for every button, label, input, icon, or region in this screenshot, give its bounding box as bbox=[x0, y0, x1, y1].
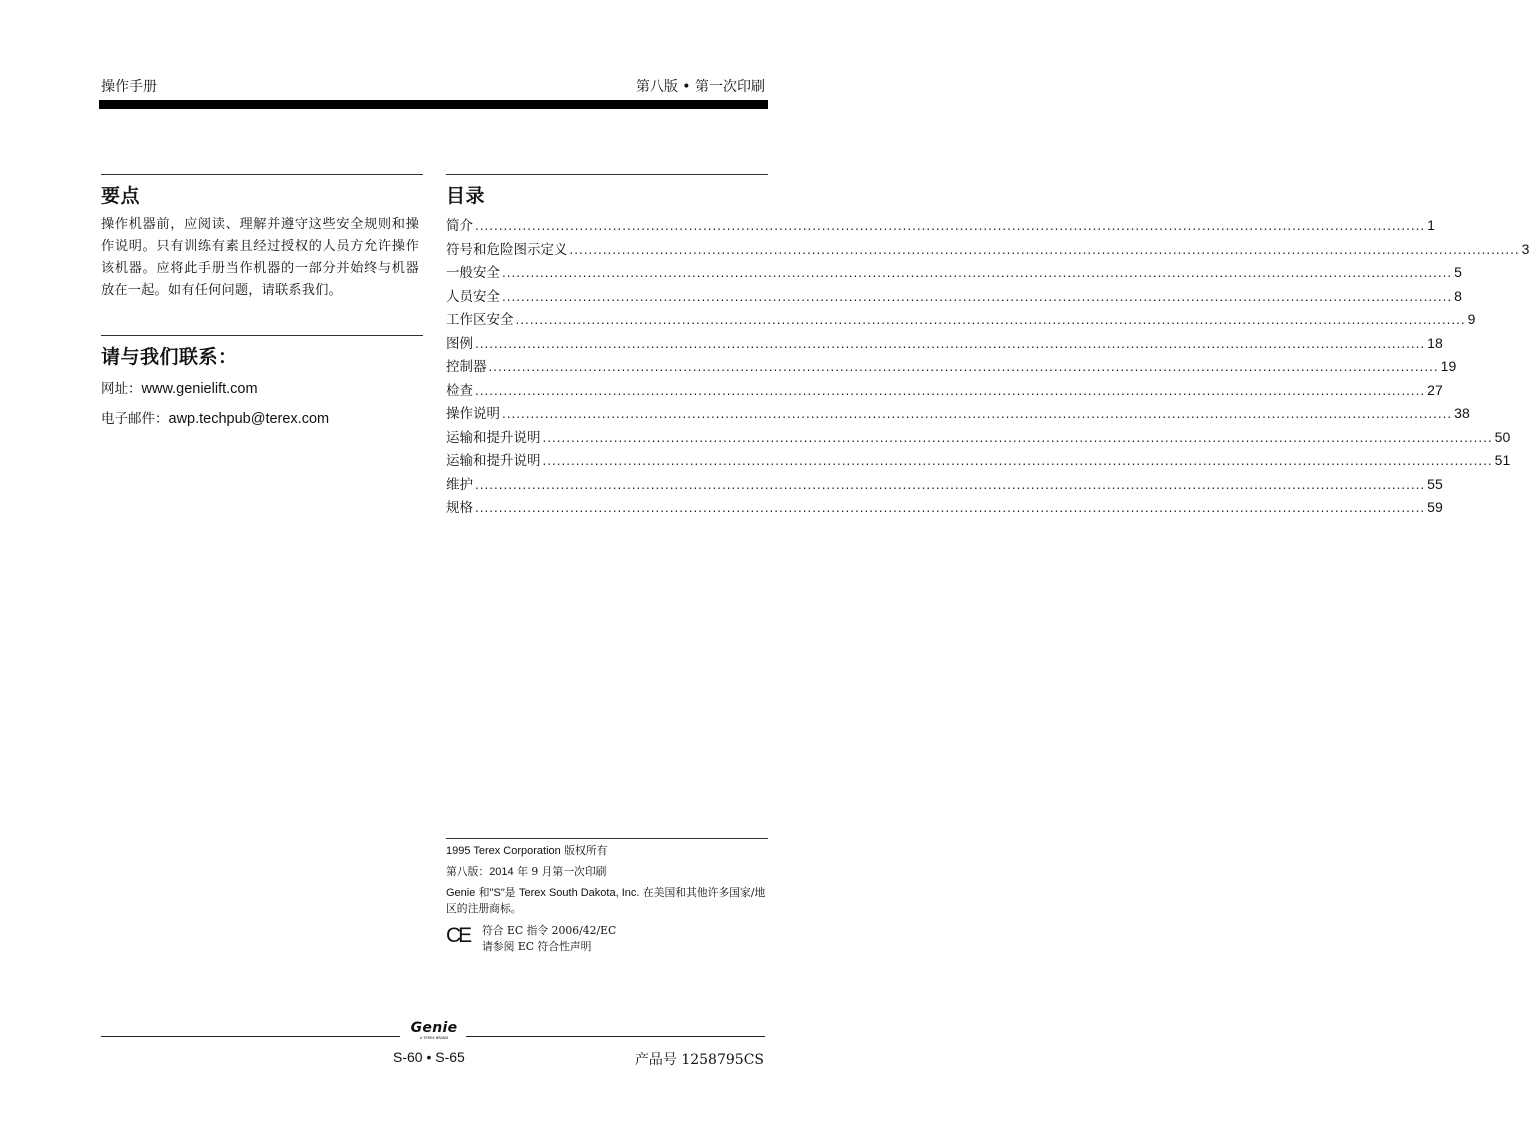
toc-leader-dots: ........................................................................................................................................................................................................ bbox=[502, 406, 1453, 421]
toc-entry-page: 5 bbox=[1454, 264, 1462, 280]
toc-leader-dots: ........................................................................................................................................................................................................ bbox=[502, 265, 1453, 280]
toc-leader-dots: ........................................................................................................................................................................................................ bbox=[569, 241, 1520, 257]
toc-entry-label: 人员安全 bbox=[446, 288, 500, 305]
toc-entry-label: 运输和提升说明 bbox=[446, 429, 541, 446]
toc-entry[interactable] bbox=[446, 402, 1470, 426]
trademark-and: 和 bbox=[475, 886, 490, 899]
toc-entry-label: 运输和提升说明 bbox=[446, 453, 541, 469]
edition-text: 第八版： bbox=[446, 865, 490, 878]
toc-leader-dots: ........................................................................................................................................................................................................ bbox=[488, 359, 1439, 374]
toc-entry[interactable] bbox=[446, 473, 1443, 497]
toc-entry-page: 59 bbox=[1427, 499, 1443, 515]
toc-entry[interactable] bbox=[446, 449, 1511, 473]
toc-entry-label: 一般安全 bbox=[446, 265, 500, 281]
email-line bbox=[101, 407, 329, 427]
toc-entry-page: 8 bbox=[1454, 287, 1462, 304]
toc-entry[interactable] bbox=[446, 355, 1457, 379]
section-divider bbox=[101, 174, 423, 175]
manual-title: 操作手册 bbox=[101, 79, 157, 95]
toc-leader-dots: ........................................................................................................................................................................................................ bbox=[475, 382, 1426, 398]
toc-entry-label: 检查 bbox=[446, 382, 473, 399]
ce-directive: 符合 EC 指令 2006/42/EC bbox=[482, 924, 617, 937]
genie-logo-tagline: A TEREX BRAND bbox=[419, 1036, 449, 1040]
section-divider bbox=[101, 335, 423, 336]
toc-leader-dots: ........................................................................................................................................................................................................ bbox=[475, 476, 1426, 492]
toc-entry-page: 50 bbox=[1494, 428, 1511, 445]
key-points-heading: 要点 bbox=[101, 185, 141, 207]
footer-rule bbox=[101, 1036, 400, 1037]
toc-leader-dots: ........................................................................................................................................................................................................ bbox=[475, 335, 1426, 351]
ce-compliance bbox=[446, 923, 768, 955]
toc-entry[interactable] bbox=[446, 426, 1511, 450]
trademark-text: 在美国和其他许多国家/地区的注册商标。 bbox=[446, 886, 766, 915]
toc-leader-dots: ........................................................................................................................................................................................................ bbox=[515, 312, 1466, 327]
trademark-s: "S" bbox=[489, 887, 505, 899]
toc-entry[interactable] bbox=[446, 308, 1476, 332]
toc-entry-label: 规格 bbox=[446, 500, 473, 516]
trademark-owner: Terex South Dakota, Inc. bbox=[518, 887, 640, 899]
email-label: 电子邮件： bbox=[101, 411, 169, 427]
copyright-year-owner: 1995 Terex Corporation bbox=[446, 845, 561, 857]
trademark-line bbox=[446, 885, 768, 917]
toc-entry-label: 维护 bbox=[446, 476, 473, 493]
copyright-line bbox=[446, 843, 768, 859]
toc-entry[interactable] bbox=[446, 285, 1462, 309]
toc-heading: 目录 bbox=[446, 185, 486, 207]
printing-line bbox=[446, 864, 768, 880]
copyright-text: 版权所有 bbox=[560, 844, 608, 857]
toc-entry-label: 操作说明 bbox=[446, 406, 500, 422]
toc-entry-page: 18 bbox=[1427, 334, 1443, 351]
toc-entry-label: 图例 bbox=[446, 335, 473, 352]
toc-leader-dots: ........................................................................................................................................................................................................ bbox=[475, 500, 1426, 515]
trademark-genie: Genie bbox=[446, 887, 476, 899]
toc-entry-label: 符号和危险图示定义 bbox=[446, 241, 568, 258]
toc-entry[interactable] bbox=[446, 379, 1443, 403]
toc-entry-page: 51 bbox=[1494, 452, 1511, 468]
trademark-is: 是 bbox=[504, 886, 519, 899]
website-line bbox=[101, 377, 258, 397]
toc-entry-label: 工作区安全 bbox=[446, 312, 514, 328]
toc-entry-page: 55 bbox=[1427, 475, 1443, 492]
footer-rule bbox=[466, 1036, 765, 1037]
header-bar bbox=[99, 100, 768, 109]
toc-leader-dots: ........................................................................................................................................................................................................ bbox=[542, 453, 1493, 468]
toc-entry-page: 19 bbox=[1440, 358, 1457, 374]
ce-mark-icon: CE bbox=[446, 924, 470, 947]
toc-entry-label: 简介 bbox=[446, 218, 473, 234]
toc-entry-page: 1 bbox=[1427, 217, 1435, 233]
toc-leader-dots: ........................................................................................................................................................................................................ bbox=[475, 218, 1426, 233]
key-points-body: 操作机器前，应阅读、理解并遵守这些安全规则和操作说明。只有训练有素且经过授权的人员方允许操作该机器。应将此手册当作机器的一部分并始终与机器放在一起。如有任何问题，请联系我们。 bbox=[101, 217, 419, 298]
print-date-text: 年 9 月第一次印刷 bbox=[513, 865, 607, 878]
edition-label: 第八版 • 第一次印刷 bbox=[635, 79, 765, 95]
toc-entry[interactable] bbox=[446, 332, 1443, 356]
print-year: 2014 bbox=[489, 866, 514, 878]
toc-leader-dots: ........................................................................................................................................................................................................ bbox=[502, 288, 1453, 304]
section-divider bbox=[446, 174, 768, 175]
ce-declaration: 请参阅 EC 符合性声明 bbox=[482, 940, 592, 953]
toc-entry[interactable] bbox=[446, 261, 1462, 285]
toc-entry[interactable] bbox=[446, 496, 1443, 520]
toc-entry-page: 9 bbox=[1467, 311, 1476, 327]
section-divider bbox=[446, 838, 768, 839]
toc-leader-dots: ........................................................................................................................................................................................................ bbox=[542, 429, 1493, 445]
toc-entry-page: 38 bbox=[1454, 405, 1470, 421]
contact-heading: 请与我们联系： bbox=[101, 346, 238, 368]
model-numbers: S-60 • S-65 bbox=[393, 1049, 465, 1065]
toc-entry[interactable] bbox=[446, 214, 1435, 238]
toc-entry-page: 27 bbox=[1427, 381, 1443, 398]
toc-list bbox=[446, 214, 1529, 520]
part-number: 产品号 1258795CS bbox=[634, 1052, 764, 1068]
toc-entry-page: 3 bbox=[1521, 240, 1529, 257]
toc-entry-label: 控制器 bbox=[446, 359, 487, 375]
genie-logo-text: Genie bbox=[410, 1020, 458, 1036]
email-link[interactable]: awp.techpub@terex.com bbox=[168, 411, 330, 427]
genie-logo bbox=[407, 1021, 461, 1040]
website-label: 网址： bbox=[101, 381, 142, 397]
website-link[interactable]: www.genielift.com bbox=[141, 381, 258, 397]
copyright-block bbox=[446, 843, 768, 955]
toc-entry[interactable] bbox=[446, 238, 1529, 262]
